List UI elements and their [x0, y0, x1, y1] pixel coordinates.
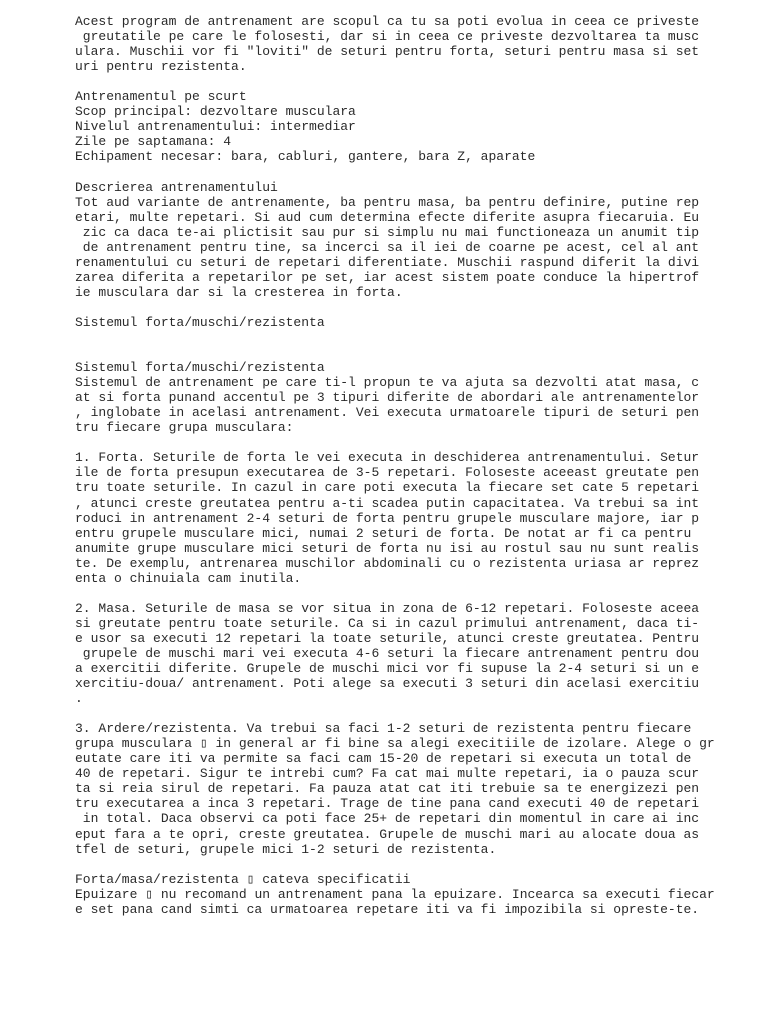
text-line: zic ca daca te-ai plictisit sau pur si simplu nu mai functioneaza un anumit tip [75, 224, 700, 240]
text-line: in total. Daca observi ca poti face 25+ de repetari din momentul in care ai inc [75, 811, 700, 827]
text-line: Descrierea antrenamentului [75, 179, 278, 195]
text-line: grupele de muschi mari vei executa 4-6 seturi la fiecare antrenament pentru dou [75, 645, 700, 661]
text-line: ie musculara dar si la cresterea in forta. [75, 284, 403, 300]
text-line: Zile pe saptamana: 4 [75, 134, 232, 150]
text-line [75, 164, 695, 179]
text-line [75, 74, 695, 89]
text-line: entru grupele musculare mici, numai 2 seturi de forta. De notat ar fi ca pentru [75, 525, 692, 541]
text-line: si greutate pentru toate seturile. Ca si in cazul primului antrenament, daca ti- [75, 615, 700, 631]
text-line: Sistemul de antrenament pe care ti-l propun te va ajuta sa dezvolti atat masa, c [75, 375, 700, 391]
text-line: , inglobate in acelasi antrenament. Vei executa urmatoarele tipuri de seturi pen [75, 405, 700, 421]
text-line: xercitiu-doua/ antrenament. Poti alege sa executi 3 seturi din acelasi exercitiu [75, 676, 700, 692]
text-line: roduci in antrenament 2-4 seturi de forta pentru grupele musculare majore, iar p [75, 510, 700, 526]
text-line: tfel de seturi, grupele mici 1-2 seturi de rezistenta. [75, 841, 497, 857]
text-line: 1. Forta. Seturile de forta le vei executa in deschiderea antrenamentului. Setur [75, 450, 700, 466]
text-line: anumite grupe musculare mici seturi de forta nu isi au rostul sau nu sunt realis [75, 540, 700, 556]
text-line: a exercitii diferite. Grupele de muschi mici vor fi supuse la 2-4 seturi si un e [75, 661, 700, 677]
document-body [75, 14, 715, 917]
text-line: ile de forta presupun executarea de 3-5 repetari. Foloseste aceeast greutate pen [75, 465, 700, 481]
text-line: . [75, 691, 83, 707]
text-line [75, 706, 695, 721]
text-line: ulara. Muschii vor fi "loviti" de seturi pentru forta, seturi pentru masa si set [75, 44, 700, 60]
text-line: Antrenamentul pe scurt [75, 89, 247, 105]
text-line: Tot aud variante de antrenamente, ba pentru masa, ba pentru definire, putine rep [75, 194, 700, 210]
text-line: greutatile pe care le folosesti, dar si in ceea ce priveste dezvoltarea ta musc [75, 29, 700, 45]
text-line: 3. Ardere/rezistenta. Va trebui sa faci 1-2 seturi de rezistenta pentru fiecare [75, 721, 692, 737]
text-line: , atunci creste greutatea pentru a-ti scadea putin capacitatea. Va trebui sa int [75, 495, 700, 511]
text-line: de antrenament pentru tine, sa incerci sa il iei de coarne pe acest, cel al ant [75, 239, 700, 255]
text-line: Sistemul forta/muschi/rezistenta [75, 314, 325, 330]
text-line: tru fiecare grupa musculara: [75, 420, 294, 436]
text-line: zarea diferita a repetarilor pe set, iar acest sistem poate conduce la hipertrof [75, 269, 700, 285]
text-line: etari, multe repetari. Si aud cum determina efecte diferite asupra fiecaruia. Eu [75, 209, 700, 225]
text-line: Acest program de antrenament are scopul ca tu sa poti evolua in ceea ce priveste [75, 14, 700, 29]
text-line [75, 586, 695, 601]
text-line: tru toate seturile. In cazul in care poti executa la fiecare set cate 5 repetari [75, 480, 700, 496]
text-line: Forta/masa/rezistenta ▯ cateva specificatii [75, 871, 411, 887]
text-line: ta si reia sirul de repetari. Fa pauza atat cat iti trebuie sa te energizezi pen [75, 781, 700, 797]
text-line [75, 857, 695, 872]
text-line [75, 345, 695, 360]
text-line: Nivelul antrenamentului: intermediar [75, 119, 356, 135]
text-line: Epuizare ▯ nu recomand un antrenament pana la epuizare. Incearca sa executi fiecar [75, 886, 715, 902]
text-line: e set pana cand simti ca urmatoarea repetare iti va fi impozibila si opreste-te. [75, 901, 700, 917]
text-line: eutate care iti va permite sa faci cam 15-20 de repetari si executa un total de [75, 751, 692, 767]
text-line: renamentului cu seturi de repetari diferentiate. Muschii raspund diferit la divi [75, 254, 700, 270]
text-line: Echipament necesar: bara, cabluri, gantere, bara Z, aparate [75, 149, 536, 165]
text-line: at si forta punand accentul pe 3 tipuri diferite de abordari ale antrenamentelor [75, 390, 700, 406]
text-line: eput fara a te opri, creste greutatea. Grupele de muschi mari au alocate doua as [75, 826, 700, 842]
text-line: 2. Masa. Seturile de masa se vor situa in zona de 6-12 repetari. Foloseste aceea [75, 600, 700, 616]
text-line: e usor sa executi 12 repetari la toate seturile, atunci creste greutatea. Pentru [75, 630, 700, 646]
text-line: 40 de repetari. Sigur te intrebi cum? Fa cat mai multe repetari, ia o pauza scur [75, 766, 700, 782]
text-line [75, 300, 695, 315]
text-line [75, 435, 695, 450]
text-line: Sistemul forta/muschi/rezistenta [75, 360, 325, 376]
text-line: grupa musculara ▯ in general ar fi bine sa alegi execitiile de izolare. Alege o gr [75, 736, 715, 752]
text-line: te. De exemplu, antrenarea muschilor abdominali cu o rezistenta uriasa ar reprez [75, 555, 700, 571]
text-line: Scop principal: dezvoltare musculara [75, 104, 356, 120]
text-line: tru executarea a inca 3 repetari. Trage de tine pana cand executi 40 de repetari [75, 796, 700, 812]
text-line [75, 330, 695, 345]
text-line: enta o chinuiala cam inutila. [75, 570, 302, 586]
text-line: uri pentru rezistenta. [75, 59, 247, 75]
